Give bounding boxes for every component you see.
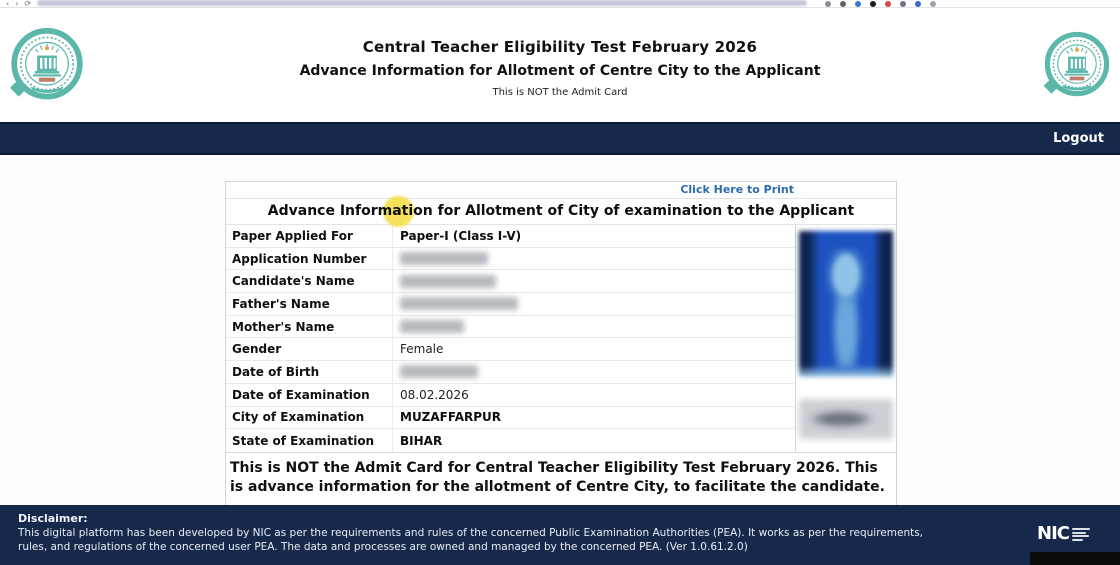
redacted-value: [400, 275, 496, 288]
cbse-logo-right: [1040, 30, 1114, 104]
candidate-photo: [799, 231, 893, 377]
row-label: Mother's Name: [226, 316, 393, 338]
table-row-paper-applied: [226, 225, 795, 248]
table-row-date-of-examination: [226, 384, 795, 407]
advisory-note: This is NOT the Admit Card for Central Teacher Eligibility Test February 2026. This is advance information for the allotment of Centre City, to facilitate the candidate.: [226, 452, 896, 506]
row-label: Gender: [226, 338, 393, 360]
redacted-value: [400, 252, 488, 265]
table-row-state-of-examination: [226, 429, 795, 452]
extension-icon[interactable]: [840, 1, 846, 7]
disclaimer-heading: Disclaimer:: [18, 512, 88, 525]
row-value: Paper-I (Class I-V): [400, 228, 522, 243]
disclaimer-text: This digital platform has been developed by NIC as per the requirements and rules of the concerned Public Examination Authorities (PEA). It works as per the requirements, rules, and regulations of the concerned user PEA. The data and processes are owned and managed by the concerned PEA. (Ver 1.0.61.2.0): [18, 527, 924, 553]
photo-column: [795, 225, 896, 452]
extension-icon[interactable]: [900, 1, 906, 7]
page-footer: [0, 505, 1120, 565]
table-row-father-name: [226, 293, 795, 316]
reload-icon[interactable]: ⟳: [24, 0, 32, 8]
not-admit-card-note: This is NOT the Admit Card: [492, 87, 628, 98]
extension-icon[interactable]: [870, 1, 876, 7]
extension-icon[interactable]: [855, 1, 861, 7]
extension-icon[interactable]: [825, 1, 831, 7]
print-link[interactable]: Click Here to Print: [680, 183, 794, 196]
row-label: Date of Examination: [226, 384, 393, 406]
row-value: Female: [400, 342, 444, 357]
forward-icon[interactable]: ›: [15, 0, 19, 8]
redacted-value: [400, 320, 464, 333]
row-label: Candidate's Name: [226, 270, 393, 292]
row-label: Date of Birth: [226, 361, 393, 383]
panel-title-row: [226, 199, 896, 225]
extension-icon[interactable]: [930, 1, 936, 7]
row-value: BIHAR: [400, 433, 443, 448]
table-row-application-number: [226, 248, 795, 271]
back-icon[interactable]: ‹: [6, 0, 10, 8]
row-label: Father's Name: [226, 293, 393, 315]
redacted-value: [400, 297, 518, 310]
candidate-signature: [799, 399, 893, 439]
redacted-value: [400, 365, 478, 378]
video-overlay-corner: [1030, 552, 1120, 565]
table-row-city-of-examination: [226, 407, 795, 430]
details-table: [226, 225, 795, 452]
table-row-candidate-name: [226, 270, 795, 293]
table-row-gender: [226, 338, 795, 361]
panel-body: [226, 225, 896, 452]
page-header: [0, 8, 1120, 122]
extension-icons[interactable]: [825, 1, 936, 7]
top-navbar: [0, 122, 1120, 155]
header-titles: [0, 38, 1120, 98]
row-label: City of Examination: [226, 407, 393, 429]
row-label: Application Number: [226, 248, 393, 270]
nic-logo-caption-lines: [1072, 526, 1090, 541]
page-subtitle: Advance Information for Allotment of Centre City to the Applicant: [299, 63, 821, 79]
table-row-mother-name: [226, 316, 795, 339]
table-row-date-of-birth: [226, 361, 795, 384]
print-row: [226, 182, 896, 199]
logout-button[interactable]: Logout: [1053, 131, 1104, 146]
nic-logo: [1037, 523, 1090, 544]
page-title: Central Teacher Eligibility Test February 2026: [362, 38, 758, 56]
browser-bar: [0, 0, 1120, 8]
row-label: Paper Applied For: [226, 225, 393, 247]
row-value: 08.02.2026: [400, 387, 469, 402]
main-content: [0, 155, 1120, 505]
row-label: State of Examination: [226, 429, 393, 452]
panel-title: Advance Information for Allotment of City of examination to the Applicant: [267, 203, 855, 219]
url-bar[interactable]: [37, 0, 807, 6]
advance-info-panel: [225, 181, 897, 507]
row-value: MUZAFFARPUR: [400, 410, 501, 425]
extension-icon[interactable]: [885, 1, 891, 7]
extension-icon[interactable]: [915, 1, 921, 7]
nic-logo-text: NIC: [1037, 523, 1069, 544]
